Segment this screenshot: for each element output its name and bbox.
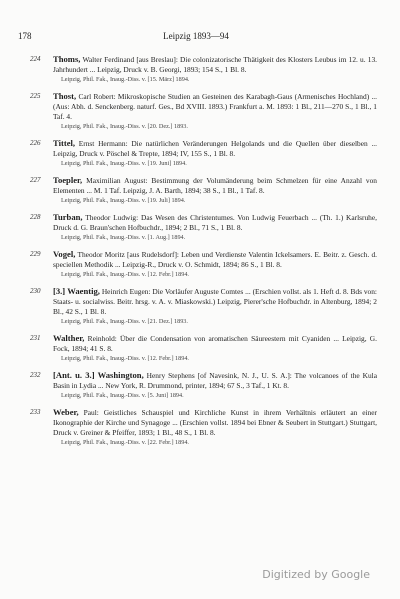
entry-number: 227 bbox=[30, 176, 41, 184]
list-item bbox=[0, 370, 400, 400]
author-name: Thost, bbox=[53, 91, 77, 101]
dissertation-note: Leipzig, Phil. Fak., Inaug.-Diss. v. [1. Aug.] 1894. bbox=[61, 234, 186, 241]
entry-text bbox=[53, 138, 377, 159]
entry-body: Heinrich Eugen: Die Vorläufer Auguste Comtes ... (Erschien vollst. als 1. Heft d. 8. Bds von: Staats- u. socialwiss. Beitr. hrsg. v. A. v. Miaskowski.) Leipzig, Pierer'sche Hofbuchdr. in Altenburg, 1894; 2 Bl., 42 S., 1 Bl. 8. bbox=[53, 287, 377, 316]
dissertation-note: Leipzig, Phil. Fak., Inaug.-Diss. v. [12. Febr.] 1894. bbox=[61, 355, 189, 362]
list-item bbox=[0, 333, 400, 363]
entry-text bbox=[53, 407, 377, 438]
list-item bbox=[0, 249, 400, 279]
entry-body: Reinhold: Über die Condensation von aromatischen Säureestern mit Cyaniden ... Leipzig, G. Fock, 1894; 41 S. 8. bbox=[53, 334, 377, 353]
entry-text bbox=[53, 212, 377, 233]
dissertation-note: Leipzig, Phil. Fak., Inaug.-Diss. v. [15. März] 1894. bbox=[61, 76, 190, 83]
author-name: Turban, bbox=[53, 212, 83, 222]
entry-body: Ernst Hermann: Die natürlichen Veränderungen Helgolands und die Quellen über dieselben ... Leipzig, Druck v. Pöschel & Trepte, 1894; IV, 155 S., 1 Bl. 8. bbox=[53, 139, 377, 158]
entry-body: Carl Robert: Mikroskopische Studien an Gesteinen des Karabagh-Gaus (Armenisches Hochland) ... (Aus: Abh. d. Senckenberg. naturf. Ges., Bd XVIII. 1893.) Frankfurt a. M. 1893: 1 Bl., 211—270 S., 1 Bl., 1 Taf. 4. bbox=[53, 92, 377, 121]
list-item bbox=[0, 212, 400, 242]
dissertation-note: Leipzig, Phil. Fak., Inaug.-Diss. v. [22. Febr.] 1894. bbox=[61, 439, 189, 446]
author-name: Thoms, bbox=[53, 54, 81, 64]
entry-text bbox=[53, 175, 377, 196]
entry-body: Henry Stephens [of Navesink, N. J., U. S. A.]: The volcanoes of the Kula Basin in Lydia ... New York, R. Drummond, printer, 1894; 67 S., 3 Taf., 1 Kt. 8. bbox=[53, 371, 377, 390]
entry-body: Paul: Geistliches Schauspiel und Kirchliche Kunst in ihrem Verhältnis erläutert an einer Ikonographie der Kirche und Synagoge ... (Erschien vollst. 1894 bei Ebner & Seubert in Stuttgart.) Stuttgart, Druck v. Greiner & Pfeiffer, 1893; 1 Bl., 48 S., 1 Bl. 8. bbox=[53, 408, 377, 437]
dissertation-note: Leipzig, Phil. Fak., Inaug.-Diss. v. [5. Juni] 1894. bbox=[61, 392, 184, 399]
author-name: Tittel, bbox=[53, 138, 76, 148]
entry-number: 229 bbox=[30, 250, 41, 258]
entry-number: 232 bbox=[30, 371, 41, 379]
list-item bbox=[0, 54, 400, 84]
running-title: Leipzig 1893—94 bbox=[163, 31, 229, 41]
entry-number: 224 bbox=[30, 55, 41, 63]
entry-number: 228 bbox=[30, 213, 41, 221]
author-name: [Ant. u. 3.] Washington, bbox=[53, 370, 144, 380]
page-number: 178 bbox=[18, 31, 32, 41]
entry-number: 230 bbox=[30, 287, 41, 295]
entry-number: 231 bbox=[30, 334, 41, 342]
dissertation-note: Leipzig, Phil. Fak., Inaug.-Diss. v. [21. Dez.] 1893. bbox=[61, 318, 188, 325]
entry-text bbox=[53, 249, 377, 270]
entry-number: 225 bbox=[30, 92, 41, 100]
list-item bbox=[0, 407, 400, 447]
author-name: Vogel, bbox=[53, 249, 76, 259]
entry-text bbox=[53, 333, 377, 354]
entry-body: Walter Ferdinand [aus Breslau]: Die colonizatorische Thätigkeit des Klosters Leubus im 12. u. 13. Jahrhundert ... Leipzig, Druck v. B. Georgi, 1893; 154 S., 1 Bl. 8. bbox=[53, 55, 377, 74]
dissertation-note: Leipzig, Phil. Fak., Inaug.-Diss. v. [20. Dez.] 1893. bbox=[61, 123, 188, 130]
author-name: Weber, bbox=[53, 407, 79, 417]
entry-number: 226 bbox=[30, 139, 41, 147]
author-name: [3.] Waentig, bbox=[53, 286, 100, 296]
entry-text bbox=[53, 54, 377, 75]
entry-text bbox=[53, 286, 377, 317]
page-header bbox=[18, 31, 374, 45]
entry-body: Maximilian August: Bestimmung der Volumänderung beim Schmelzen für eine Anzahl von Elementen ... M. 1 Taf. Leipzig, J. A. Barth, 1894; 38 S., 1 Bl., 1 Taf. 8. bbox=[53, 176, 377, 195]
entry-text bbox=[53, 91, 377, 122]
dissertation-note: Leipzig, Phil. Fak., Inaug.-Diss. v. [12. Febr.] 1894. bbox=[61, 271, 189, 278]
author-name: Walther, bbox=[53, 333, 85, 343]
entry-number: 233 bbox=[30, 408, 41, 416]
entry-text bbox=[53, 370, 377, 391]
dissertation-note: Leipzig, Phil. Fak., Inaug.-Diss. v. [19. Juni] 1894. bbox=[61, 160, 187, 167]
list-item bbox=[0, 91, 400, 131]
dissertation-note: Leipzig, Phil. Fak., Inaug.-Diss. v. [19. Juli] 1894. bbox=[61, 197, 186, 204]
list-item bbox=[0, 138, 400, 168]
list-item bbox=[0, 175, 400, 205]
list-item bbox=[0, 286, 400, 326]
entry-list bbox=[0, 54, 400, 454]
author-name: Toepler, bbox=[53, 175, 83, 185]
entry-body: Theodor Ludwig: Das Wesen des Christentumes. Von Ludwig Feuerbach ... (Th. 1.) Karlsruhe, Druck d. G. Braun'schen Hofbuchdr., 1894; 2 Bl., 71 S., 1 Bl. 8. bbox=[53, 213, 377, 232]
entry-body: Theodor Moritz [aus Rudelsdorf]: Leben und Verdienste Valentin Ickelsamers. E. Beitr. z. Gesch. d. speciellen Methodik ... Leipzig-R., Druck v. O. Schmidt, 1894; 86 S., 1 Bl. 8. bbox=[53, 250, 377, 269]
digitization-watermark: Digitized by Google bbox=[262, 568, 370, 581]
